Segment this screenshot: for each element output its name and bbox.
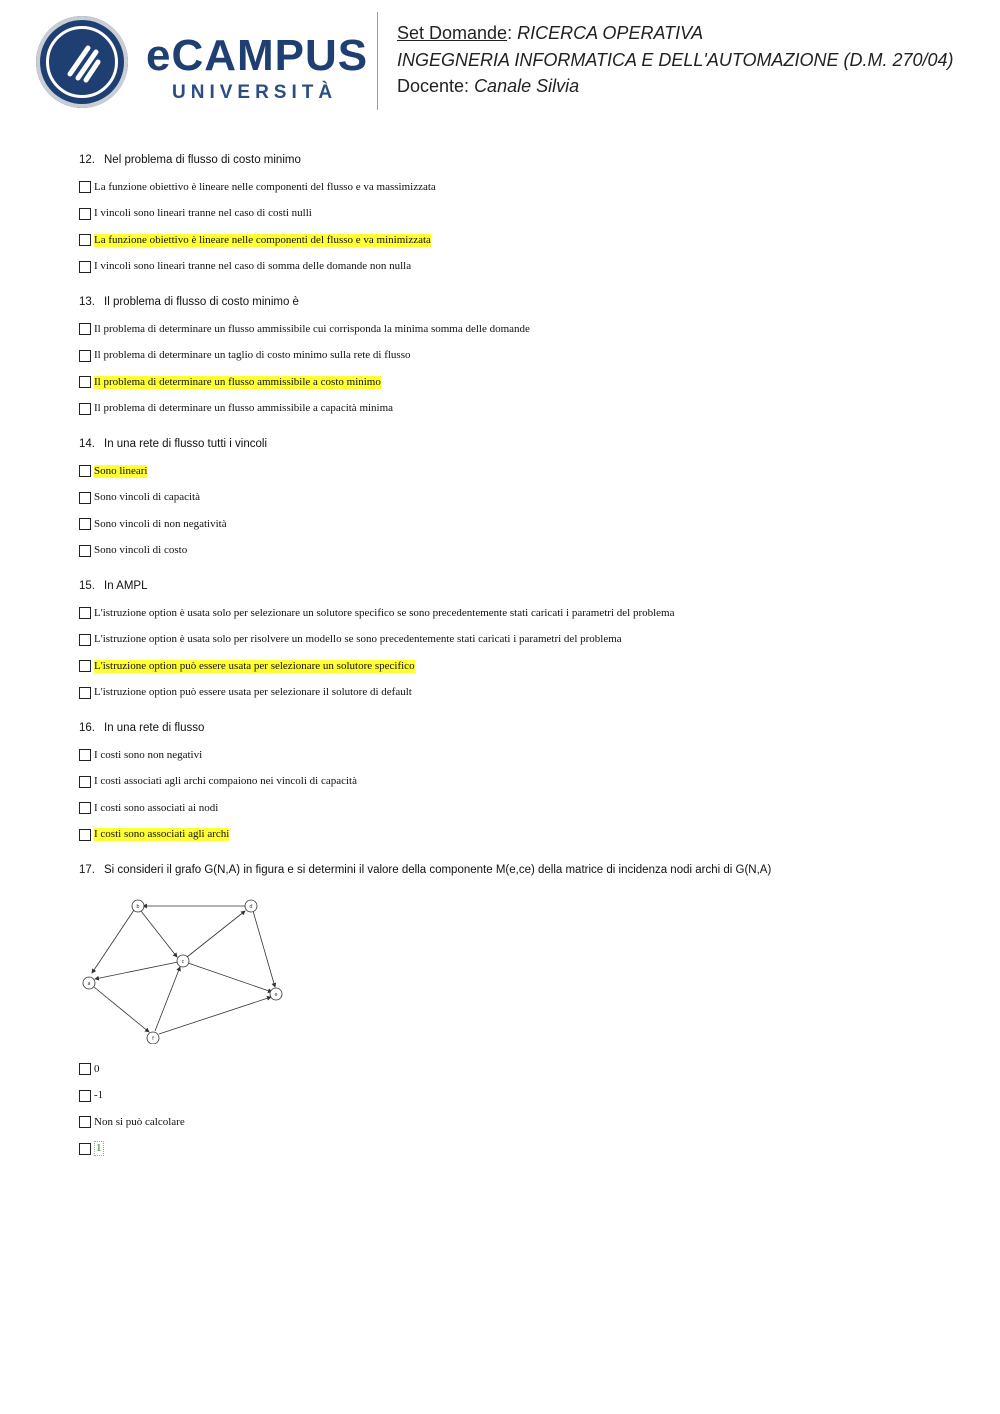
checkbox[interactable] (79, 1063, 91, 1075)
edge-b-a (92, 910, 134, 973)
answer-option[interactable]: Sono vincoli di costo (79, 538, 979, 565)
course-name: RICERCA OPERATIVA (517, 23, 704, 43)
answer-option[interactable]: Il problema di determinare un taglio di costo minimo sulla rete di flusso (79, 343, 979, 370)
logo-subtitle: UNIVERSITÀ (172, 82, 338, 103)
answer-option[interactable]: Sono vincoli di capacità (79, 485, 979, 512)
answer-option[interactable]: I vincoli sono lineari tranne nel caso di somma delle domande non nulla (79, 254, 979, 281)
checkbox[interactable] (79, 1143, 91, 1155)
answer-option[interactable]: I costi sono non negativi (79, 742, 979, 769)
answer-option[interactable]: Il problema di determinare un flusso ammissibile cui corrisponda la minima somma delle domande (79, 316, 979, 343)
checkbox[interactable] (79, 1116, 91, 1128)
checkbox[interactable] (79, 660, 91, 672)
question-title: 17. Si consideri il grafo G(N,A) in figura e si determini il valore della componente M(e,ce) della matrice di incidenza nodi archi di G(N,A) (79, 864, 772, 876)
checkbox[interactable] (79, 749, 91, 761)
question-14 (79, 434, 979, 564)
answer-option-correct[interactable]: La funzione obiettivo è lineare nelle componenti del flusso e va minimizzata (79, 227, 979, 254)
answer-option[interactable]: L'istruzione option è usata solo per risolvere un modello se sono precedentemente stati caricati i parametri del problema (79, 627, 979, 654)
header-degree-line (397, 47, 954, 74)
logo-brand: eCAMPUS (146, 31, 369, 80)
question-list (79, 150, 979, 1162)
question-title: 15. In AMPL (79, 580, 148, 592)
header-divider (377, 12, 378, 110)
answer-option-correct[interactable]: 1 (79, 1136, 979, 1163)
edge-c-a (95, 962, 178, 979)
set-label: Set Domande (397, 23, 508, 43)
checkbox[interactable] (79, 634, 91, 646)
question-17 (79, 860, 979, 1162)
edge-c-e (188, 963, 272, 992)
question-13 (79, 292, 979, 422)
header-course-line: Set Domande: RICERCA OPERATIVA (397, 23, 704, 43)
checkbox[interactable] (79, 323, 91, 335)
node-label-d: d (249, 904, 253, 910)
answer-option[interactable]: 0 (79, 1056, 979, 1083)
checkbox[interactable] (79, 234, 91, 246)
answer-option[interactable]: L'istruzione option è usata solo per selezionare un solutore specifico se sono precedentemente stati caricati i parametri del problema (79, 600, 979, 627)
answer-option[interactable]: I vincoli sono lineari tranne nel caso di costi nulli (79, 201, 979, 228)
edge-d-e (253, 911, 275, 987)
answer-option-correct[interactable]: I costi sono associati agli archi (79, 822, 979, 849)
node-label-c: c (181, 959, 185, 965)
question-16 (79, 718, 979, 848)
checkbox[interactable] (79, 492, 91, 504)
ecampus-e-icon (36, 16, 128, 108)
node-label-b: b (136, 904, 140, 910)
answer-option-correct[interactable]: Sono lineari (79, 458, 979, 485)
answer-option[interactable]: Il problema di determinare un flusso ammissibile a capacità minima (79, 396, 979, 423)
header-info (397, 20, 954, 100)
university-logo-badge (36, 16, 128, 108)
graph-figure (79, 884, 299, 1044)
answer-option[interactable]: -1 (79, 1083, 979, 1110)
checkbox[interactable] (79, 465, 91, 477)
node-label-f: f (152, 1036, 154, 1042)
edge-b-c (141, 911, 177, 957)
answer-option[interactable]: La funzione obiettivo è lineare nelle componenti del flusso e va massimizzata (79, 174, 979, 201)
checkbox[interactable] (79, 208, 91, 220)
page-header (0, 0, 1000, 120)
edge-f-c (155, 967, 180, 1031)
degree-name: INGEGNERIA INFORMATICA E DELL'AUTOMAZIONE (D.M. 270/04) (397, 49, 954, 70)
checkbox[interactable] (79, 829, 91, 841)
teacher-name: Canale Silvia (474, 76, 580, 96)
node-label-a: a (87, 981, 91, 987)
question-title: 13. Il problema di flusso di costo minimo è (79, 296, 299, 308)
question-12 (79, 150, 979, 280)
question-title: 12. Nel problema di flusso di costo minimo (79, 154, 301, 166)
header-teacher-line (397, 73, 954, 100)
edge-a-f (94, 987, 149, 1032)
checkbox[interactable] (79, 802, 91, 814)
question-title: 16. In una rete di flusso (79, 722, 205, 734)
answer-option-correct[interactable]: Il problema di determinare un flusso ammissibile a costo minimo (79, 369, 979, 396)
edge-c-d (187, 911, 245, 957)
checkbox[interactable] (79, 1090, 91, 1102)
answer-option[interactable]: L'istruzione option può essere usata per selezionare il solutore di default (79, 680, 979, 707)
university-logo-text (146, 31, 369, 104)
checkbox[interactable] (79, 181, 91, 193)
checkbox[interactable] (79, 545, 91, 557)
answer-option-correct[interactable]: L'istruzione option può essere usata per selezionare un solutore specifico (79, 653, 979, 680)
checkbox[interactable] (79, 687, 91, 699)
checkbox[interactable] (79, 776, 91, 788)
checkbox[interactable] (79, 261, 91, 273)
checkbox[interactable] (79, 518, 91, 530)
edge-f-e (159, 997, 271, 1034)
checkbox[interactable] (79, 350, 91, 362)
answer-option[interactable]: I costi associati agli archi compaiono nei vincoli di capacità (79, 769, 979, 796)
checkbox[interactable] (79, 403, 91, 415)
answer-option[interactable]: Sono vincoli di non negatività (79, 511, 979, 538)
question-title: 14. In una rete di flusso tutti i vincoli (79, 438, 267, 450)
checkbox[interactable] (79, 376, 91, 388)
answer-option[interactable]: Non si può calcolare (79, 1109, 979, 1136)
teacher-label: Docente: (397, 76, 470, 96)
node-label-e: e (274, 992, 278, 998)
checkbox[interactable] (79, 607, 91, 619)
answer-option[interactable]: I costi sono associati ai nodi (79, 795, 979, 822)
question-15 (79, 576, 979, 706)
